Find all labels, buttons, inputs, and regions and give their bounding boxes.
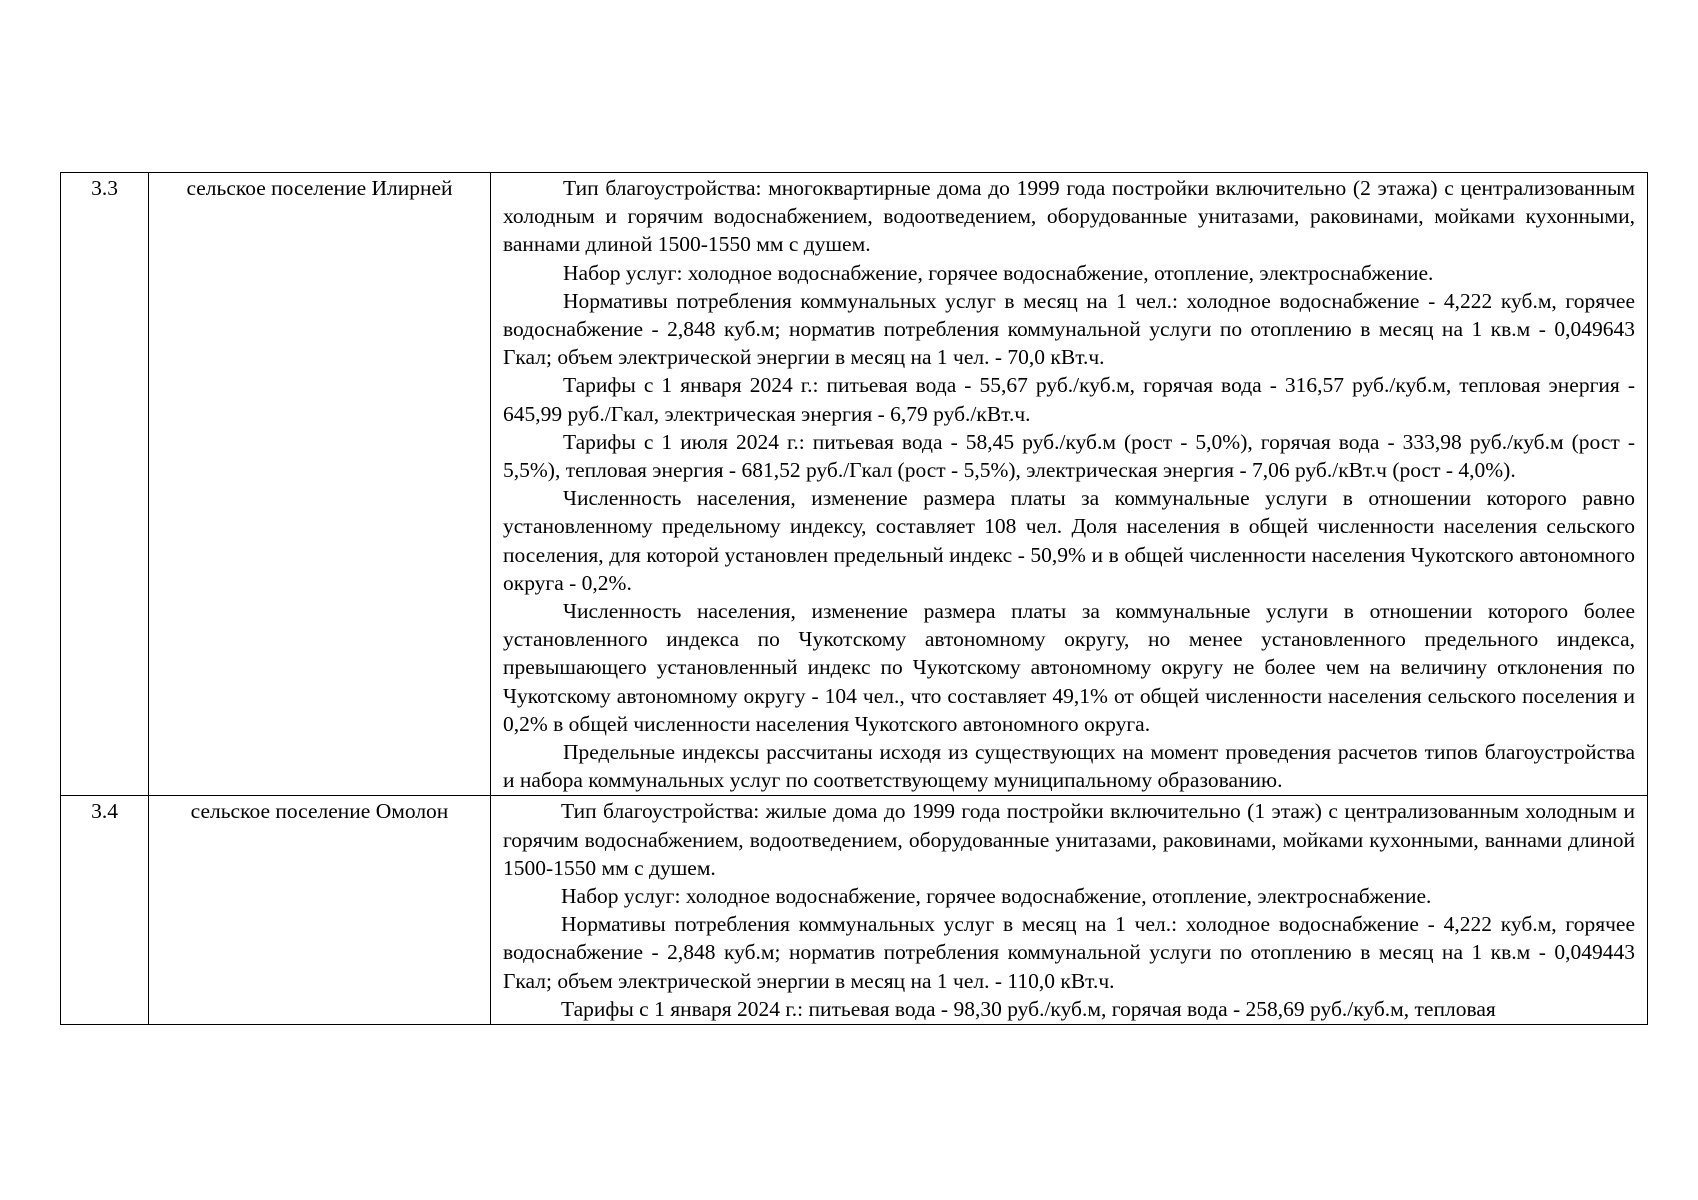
description-paragraph: Набор услуг: холодное водоснабжение, горячее водоснабжение, отопление, электроснабжение.: [563, 260, 1434, 285]
description-paragraph: Тарифы с 1 января 2024 г.: питьевая вода - 98,30 руб./куб.м, горячая вода - 258,69 руб./куб.м, тепловая: [561, 996, 1496, 1021]
description-paragraph: Тарифы с 1 июля 2024 г.: питьевая вода - 58,45 руб./куб.м (рост - 5,0%), горячая вода - 333,98 руб./куб.м (рост - 5,5%), тепловая энергия - 681,52 руб./Гкал (рост - 5,5%), электрическая энергия - 7,06 руб./кВт.ч (рост - 4,0%).: [503, 429, 1635, 483]
description-paragraph: Набор услуг: холодное водоснабжение, горячее водоснабжение, отопление, электроснабжение.: [561, 884, 1432, 909]
settlement-name: сельское поселение Илирней: [149, 173, 491, 796]
tariff-table: [60, 172, 1648, 1025]
settlement-description: [491, 173, 1648, 796]
description-paragraph: Нормативы потребления коммунальных услуг в месяц на 1 чел.: холодное водоснабжение - 4,222 куб.м, горячее водоснабжение - 2,848 куб.м; норматив потребления коммунальной услуги по отоплению в месяц на 1 кв.м - 0,049443 Гкал; объем электрической энергии в месяц на 1 чел. - 110,0 кВт.ч.: [503, 912, 1635, 993]
table-row: [61, 796, 1648, 1025]
description-paragraph: Тарифы с 1 января 2024 г.: питьевая вода - 55,67 руб./куб.м, горячая вода - 316,57 руб./куб.м, тепловая энергия - 645,99 руб./Гкал, электрическая энергия - 6,79 руб./кВт.ч.: [503, 373, 1635, 426]
description-paragraph: Численность населения, изменение размера платы за коммунальные услуги в отношении которого более установленного индекса по Чукотскому автономному округу, но менее установленного предельного индекса, превышающего установленный индекс по Чукотскому автономному округу не более чем на величину отклонения по Чукотскому автономному округу - 104 чел., что составляет 49,1% от общей численности населения сельского поселения и 0,2% в общей численности населения Чукотского автономного округа.: [503, 599, 1635, 736]
settlement-description: [491, 796, 1648, 1025]
description-paragraph: Численность населения, изменение размера платы за коммунальные услуги в отношении которого равно установленному предельному индексу, составляет 108 чел. Доля населения в общей численности населения сельского поселения, для которой установлен предельный индекс - 50,9% и в общей численности населения Чукотского автономного округа - 0,2%.: [503, 486, 1635, 595]
settlement-name: сельское поселение Омолон: [149, 796, 491, 1025]
row-number: 3.4: [61, 796, 149, 1025]
description-paragraph: Тип благоустройства: жилые дома до 1999 года постройки включительно (1 этаж) с централизованным холодным и горячим водоснабжением, водоотведением, оборудованные унитазами, раковинами, мойками кухонными, ваннами длиной 1500-1550 мм с душем.: [503, 799, 1635, 880]
row-number: 3.3: [61, 173, 149, 796]
table-row: [61, 173, 1648, 796]
description-paragraph: Нормативы потребления коммунальных услуг в месяц на 1 чел.: холодное водоснабжение - 4,222 куб.м, горячее водоснабжение - 2,848 куб.м; норматив потребления коммунальной услуги по отоплению в месяц на 1 кв.м - 0,049643 Гкал; объем электрической энергии в месяц на 1 чел. - 70,0 кВт.ч.: [503, 288, 1635, 370]
description-paragraph: Предельные индексы рассчитаны исходя из существующих на момент проведения расчетов типов благоустройства и набора коммунальных услуг по соответствующему муниципальному образованию.: [503, 740, 1635, 793]
description-paragraph: Тип благоустройства: многоквартирные дома до 1999 года постройки включительно (2 этажа) с централизованным холодным и горячим водоснабжением, водоотведением, оборудованные унитазами, раковинами, мойками кухонными, ваннами длиной 1500-1550 мм с душем.: [503, 176, 1635, 257]
